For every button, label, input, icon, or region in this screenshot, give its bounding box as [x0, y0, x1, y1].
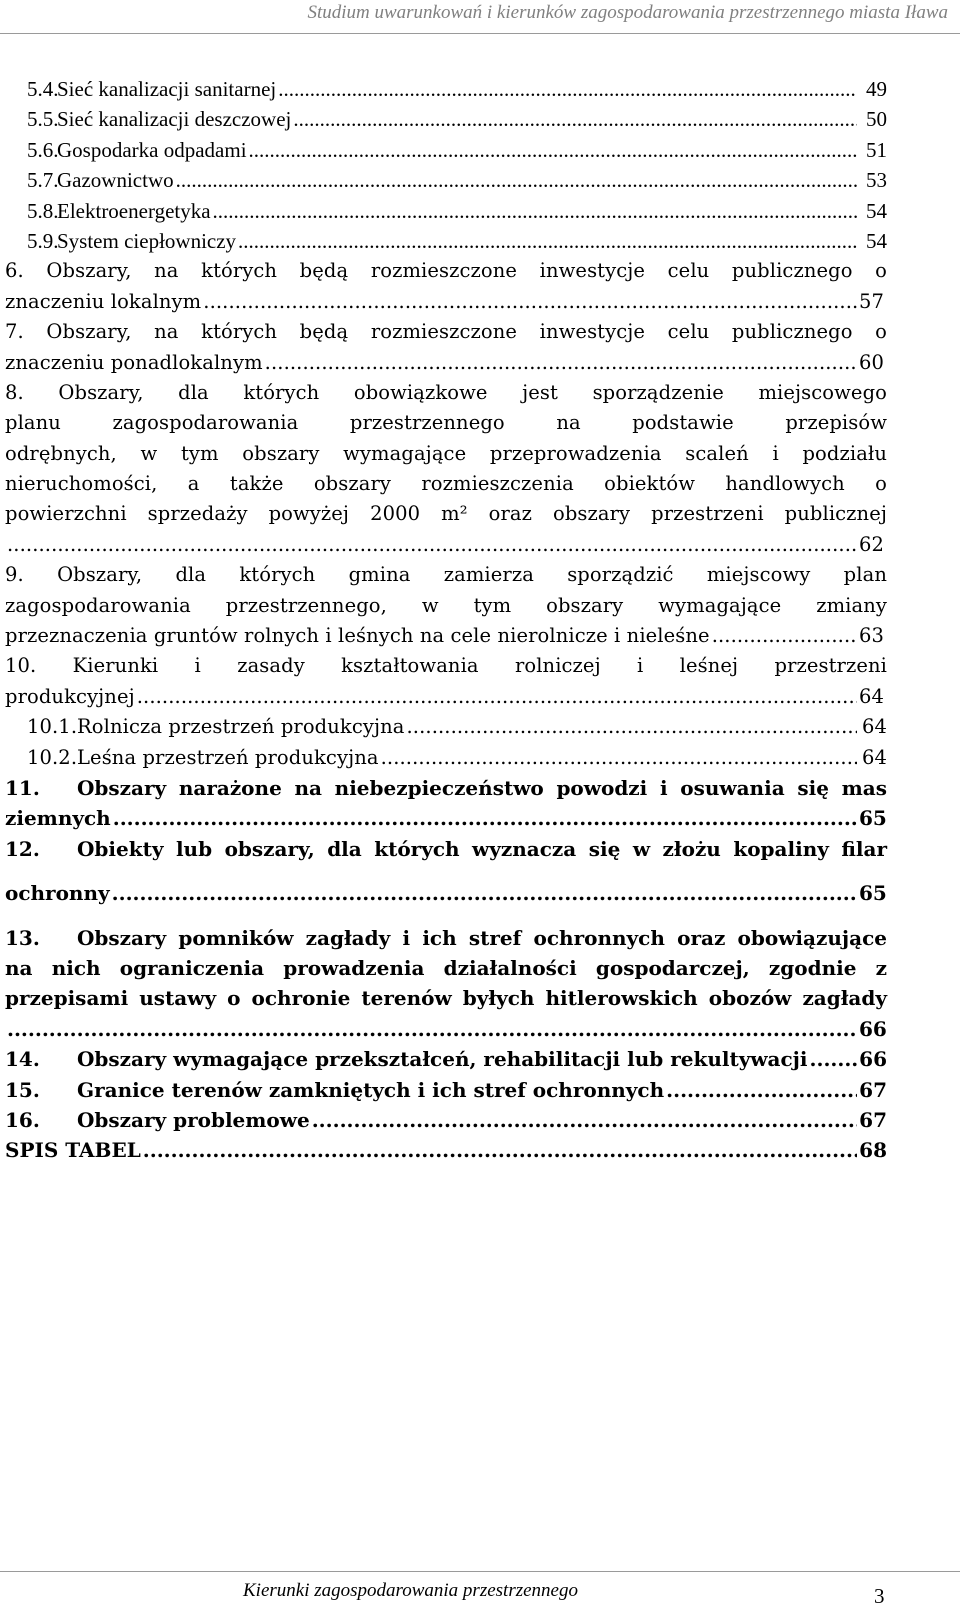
entry-last-line — [5, 530, 887, 560]
entry-number: 11. — [5, 775, 40, 800]
entry-page: 66 — [859, 1016, 887, 1041]
dot-leader — [712, 621, 857, 651]
footer-divider — [0, 1571, 960, 1572]
entry-page: 64 — [859, 684, 885, 708]
entry-line: powierzchni sprzedaży powyżej 2000 m² oraz obszary przestrzeni publicznej — [5, 502, 887, 526]
toc-entry[interactable] — [5, 196, 887, 226]
entry-line: Obszary narażone na niebezpieczeństwo powodzi i osuwania się mas — [77, 775, 887, 800]
entry-title: ziemnych — [5, 806, 111, 831]
dot-leader — [7, 530, 857, 560]
dot-leader — [238, 226, 857, 256]
table-of-contents — [5, 74, 887, 1166]
entry-line: 10. Kierunki i zasady kształtowania rolniczej i leśnej przestrzeni — [5, 654, 887, 678]
toc-entry-6[interactable] — [5, 256, 887, 317]
entry-number: 5.7. — [27, 168, 59, 193]
entry-title: Leśna przestrzeń produkcyjna — [77, 745, 379, 769]
entry-page: 51 — [866, 137, 887, 162]
running-header — [0, 0, 960, 34]
dot-leader — [143, 1135, 857, 1165]
entry-number: 14. — [5, 1047, 40, 1072]
entry-last-line — [5, 1014, 887, 1044]
entry-title: przeznaczenia gruntów rolnych i leśnych na cele nierolnicze i nieleśne — [5, 624, 710, 648]
entry-line: odrębnych, w tym obszary wymagające przeprowadzenia scaleń i podziału — [5, 441, 887, 465]
dot-leader — [381, 743, 857, 773]
entry-title: Rolnicza przestrzeń produkcyjna — [77, 715, 405, 739]
entry-page: 53 — [866, 168, 887, 193]
dot-leader — [278, 74, 857, 104]
toc-entry-spis-tabel[interactable] — [5, 1135, 887, 1165]
toc-entry[interactable] — [5, 712, 887, 742]
toc-entry[interactable] — [5, 1075, 887, 1105]
entry-line: 9. Obszary, dla których gmina zamierza sporządzić miejscowy plan — [5, 563, 887, 587]
entry-title: znaczeniu lokalnym — [5, 289, 202, 313]
entry-title: Sieć kanalizacji sanitarnej — [57, 77, 277, 101]
entry-title: Sieć kanalizacji deszczowej — [57, 107, 292, 132]
entry-line: nieruchomości, a także obszary rozmieszczenia obiektów handlowych o — [5, 472, 887, 496]
entry-page: 64 — [861, 715, 887, 739]
entry-last-line — [5, 348, 887, 378]
entry-number: 10.2. — [27, 745, 78, 769]
entry-page: 63 — [859, 624, 885, 648]
dot-leader — [203, 287, 857, 317]
entry-number: 5.5. — [27, 107, 59, 132]
entry-number: 5.4. — [27, 77, 59, 101]
toc-entry[interactable] — [5, 743, 887, 773]
entry-line: planu zagospodarowania przestrzennego na podstawie przepisów — [5, 411, 887, 435]
dot-leader — [312, 1105, 857, 1135]
entry-title: System ciepłowniczy — [57, 228, 237, 253]
dot-leader — [249, 135, 857, 165]
page-number: 3 — [874, 1584, 885, 1608]
header-divider — [0, 33, 960, 34]
dot-leader — [293, 104, 857, 134]
entry-title: Obszary problemowe — [77, 1107, 310, 1132]
toc-entry[interactable] — [5, 135, 887, 165]
entry-line: na nich ograniczenia prowadzenia działalności gospodarczej, zgodnie z — [5, 955, 887, 980]
entry-title: Granice terenów zamkniętych i ich stref ochronnych — [77, 1077, 665, 1102]
entry-page: 49 — [866, 77, 887, 101]
toc-entry-13[interactable] — [5, 923, 887, 1045]
entry-line: przepisami ustawy o ochronie terenów byłych hitlerowskich obozów zagłady — [5, 986, 887, 1011]
entry-number: 16. — [5, 1107, 40, 1132]
toc-entry[interactable] — [5, 1105, 887, 1135]
toc-entry[interactable] — [5, 1044, 887, 1074]
entry-title: Gazownictwo — [57, 168, 174, 193]
entry-first-line — [5, 923, 887, 953]
entry-last-line — [5, 621, 887, 651]
entry-line: Obszary pomników zagłady i ich stref ochronnych oraz obowiązujące — [77, 925, 887, 950]
entry-title: produkcyjnej — [5, 684, 135, 708]
dot-leader — [265, 348, 857, 378]
dot-leader — [137, 682, 857, 712]
entry-page: 67 — [859, 1107, 887, 1132]
entry-page: 50 — [866, 107, 887, 132]
entry-page: 62 — [859, 532, 885, 556]
entry-line: 6. Obszary, na których będą rozmieszczone inwestycje celu publicznego o — [5, 259, 887, 283]
toc-entry-7[interactable] — [5, 317, 887, 378]
dot-leader — [407, 712, 858, 742]
spacer — [5, 864, 887, 878]
toc-entry[interactable] — [5, 226, 887, 256]
entry-first-line — [5, 834, 887, 864]
entry-number: 5.9. — [27, 228, 59, 253]
dot-leader — [213, 196, 857, 226]
entry-line: 8. Obszary, dla których obowiązkowe jest sporządzenie miejscowego — [5, 380, 887, 404]
entry-title: znaczeniu ponadlokalnym — [5, 350, 263, 374]
entry-last-line — [5, 287, 887, 317]
entry-title: ochronny — [5, 881, 110, 906]
entry-number: 10.1. — [27, 715, 78, 739]
entry-page: 64 — [861, 745, 887, 769]
entry-page: 65 — [859, 806, 887, 831]
entry-number: 13. — [5, 925, 40, 950]
entry-title: SPIS TABEL — [5, 1138, 141, 1163]
dot-leader — [7, 1014, 857, 1044]
entry-line: zagospodarowania przestrzennego, w tym obszary wymagające zmiany — [5, 593, 887, 617]
entry-last-line — [5, 803, 887, 833]
entry-page: 60 — [859, 350, 885, 374]
spacer — [5, 909, 887, 923]
toc-entry[interactable] — [5, 165, 887, 195]
dot-leader — [810, 1044, 857, 1074]
entry-first-line — [5, 773, 887, 803]
entry-line: Obiekty lub obszary, dla których wyznacza się w złożu kopaliny filar — [77, 836, 887, 861]
entry-page: 66 — [859, 1047, 887, 1072]
entry-page: 68 — [859, 1138, 887, 1163]
toc-entry-9[interactable] — [5, 560, 887, 651]
dot-leader — [666, 1075, 857, 1105]
entry-number: 12. — [5, 836, 40, 861]
dot-leader — [113, 803, 857, 833]
toc-entry-12[interactable] — [5, 834, 887, 909]
entry-page: 57 — [859, 289, 885, 313]
dot-leader — [112, 878, 857, 908]
page-footer — [0, 1580, 960, 1608]
toc-entry-10[interactable] — [5, 651, 887, 712]
entry-last-line — [5, 878, 887, 908]
entry-page: 54 — [866, 198, 887, 223]
entry-page: 54 — [866, 228, 887, 253]
entry-number: 5.6. — [27, 137, 59, 162]
entry-title: Elektroenergetyka — [57, 198, 211, 223]
toc-entry-11[interactable] — [5, 773, 887, 834]
entry-page: 67 — [859, 1077, 887, 1102]
toc-entry-8[interactable] — [5, 378, 887, 560]
toc-entry[interactable] — [5, 104, 887, 134]
entry-number: 5.8. — [27, 198, 59, 223]
entry-title: Obszary wymagające przekształceń, rehabilitacji lub rekultywacji — [77, 1047, 808, 1072]
entry-number: 15. — [5, 1077, 40, 1102]
entry-page: 65 — [859, 881, 887, 906]
toc-entry[interactable] — [5, 74, 887, 104]
document-title: Studium uwarunkowań i kierunków zagospodarowania przestrzennego miasta Iława — [307, 2, 948, 23]
entry-line: 7. Obszary, na których będą rozmieszczone inwestycje celu publicznego o — [5, 320, 887, 344]
dot-leader — [176, 165, 857, 195]
entry-title: Gospodarka odpadami — [57, 137, 247, 162]
entry-last-line — [5, 682, 887, 712]
footer-title: Kierunki zagospodarowania przestrzennego — [243, 1580, 578, 1601]
